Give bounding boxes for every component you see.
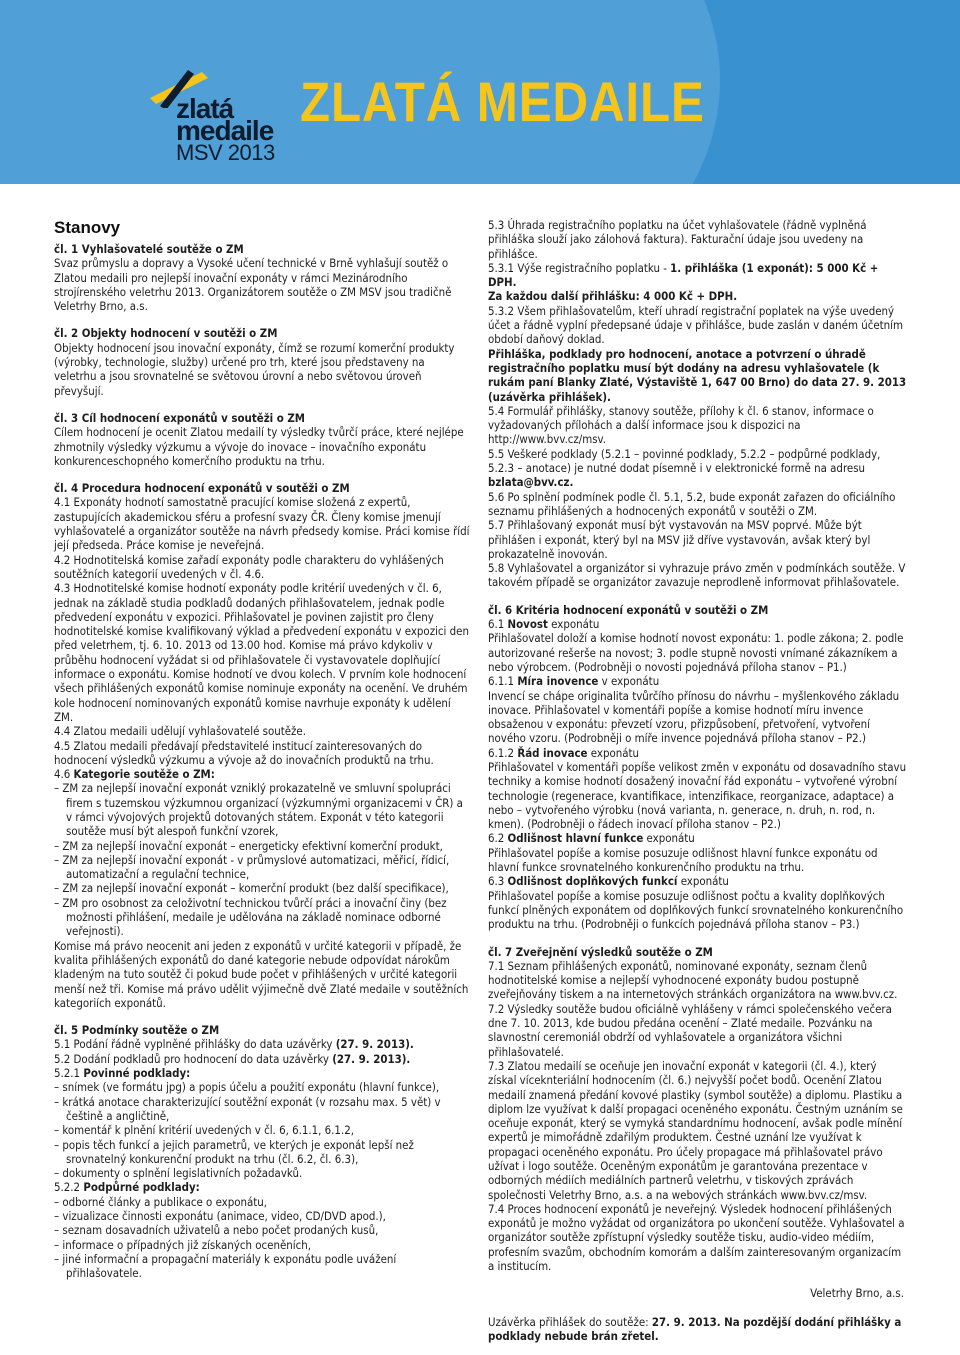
logo <box>150 68 290 168</box>
paragraph-6-1-1-title: Míra inovence <box>517 674 599 689</box>
paragraph-6-2-text: Přihlašovatel popíše a komise posuzuje odlišnost hlavní funkce exponátu od hlavní funkce srovnatelného konkurenčního produktu na trhu. <box>488 845 878 875</box>
fee-first: 1. přihláška (1 exponát): 5 000 Kč + DPH. <box>488 260 879 290</box>
paragraph-5-1-date: (27. 9. 2013). <box>335 1037 414 1052</box>
paragraph-6-1-2-text: Přihlašovatel v komentáři popíše velikost změn v exponátu od dosavadního stavu techniky a komise hodnotí dosažený inovační řád exponátu – vytvořené výrobní technologie (regenerace, kvantifikace, intenzifikace, reorganizace, adaptace) a nebo – vytvořeného výrobku (nová varianta, n. generace, n. druh, n. rod, n. kmen). (Podrobněji o řádech inovací příloha stanov – P2.) <box>488 759 907 832</box>
paragraph-5-7: 5.7 Přihlašovaný exponát musí být vystavován na MSV poprvé. Může být přihlášen i exponát, který byl na MSV již dříve vystavován, avšak který byl prokazatelně inovován. <box>488 518 871 561</box>
paragraph-5-2-2-title: Podpůrné podklady: <box>83 1180 200 1195</box>
paragraph-5-2 <box>54 1052 470 1066</box>
supporting-item: – odborné články a publikace o exponátu, <box>54 1194 268 1209</box>
paragraph-6-1-1-number: 6.1.1 <box>488 674 518 689</box>
paragraph-4-6-title: Kategorie soutěže o ZM: <box>73 767 215 782</box>
paragraph-6-2-head <box>488 831 908 845</box>
section-5 <box>54 1023 470 1280</box>
paragraph-4-5: 4.5 Zlatou medaili předávají představitelé institucí zainteresovaných do hodnocení výsledků výzkumu a vývoje až do inovačních produktů na trhu. <box>54 738 434 767</box>
right-column <box>488 218 908 1355</box>
paragraph-5-8: 5.8 Vyhlašovatel a organizátor si vyhrazuje právo změn v podmínkách soutěže. V takovém případě se organizátor zavazuje neprodleně informovat přihlašovatele. <box>488 561 906 590</box>
paragraph-4-4: 4.4 Zlatou medaili udělují vyhlašovatelé soutěže. <box>54 724 306 739</box>
paragraph-5-3-2: 5.3.2 Všem přihlašovatelům, kteří uhradí registrační poplatek na výše uvedený účet a řádně vyplní předepsané údaje v přihlášce, bude zaslán v daném účetním období daňový doklad. <box>488 303 903 347</box>
paragraph-6-3-text: Přihlašovatel popíše a komise posuzuje odlišnost počtu a kvality doplňkových funkcí plněných exponátem od doplňkových funkcí srovnatelného konkurenčního produktu na trhu. (Podrobněji o funkcích pojednává příloha stanov – P3.) <box>488 888 904 932</box>
paragraph-5-5 <box>488 447 908 490</box>
paragraph-6-1-suffix: exponátu <box>547 617 600 632</box>
category-item: – ZM za nejlepší inovační exponát – energeticky efektivní komerční produkt, <box>54 838 443 853</box>
category-item: – ZM za nejlepší inovační exponát vzniklý prokazatelně ve smluvní spolupráci firem s tuzemskou výzkumnou organizací (výzkumnými organizacemi v ČR) a v rámci vývojových projektů dotovaných státem. Exponát v této kategorii soutěže musí být alespoň funkční vzorek, <box>54 781 463 839</box>
mandatory-item: – krátká anotace charakterizující soutěžní exponát (v rozsahu max. 5 vět) v češtině a angličtině, <box>54 1094 441 1123</box>
section-2 <box>54 326 470 397</box>
paragraph-6-3-title: Odlišnost doplňkových funkcí <box>507 874 678 889</box>
mandatory-item: – snímek (ve formátu jpg) a popis účelu a použití exponátu (hlavní funkce), <box>54 1080 440 1095</box>
supporting-item: – seznam dosavadních uživatelů a nebo počet prodaných kusů, <box>54 1223 379 1238</box>
category-item: – ZM za nejlepší inovační exponát – komerční produkt (bez další specifikace), <box>54 881 449 896</box>
paragraph-4-2: 4.2 Hodnotitelská komise zařadí exponáty podle charakteru do vyhlášených soutěžních kategorií uvedených v čl. 4.6. <box>54 552 444 581</box>
paragraph-5-2-1-number: 5.2.1 <box>54 1066 84 1081</box>
paragraph-5-2-text: 5.2 Dodání podkladů pro hodnocení do data uzávěrky <box>54 1051 333 1066</box>
category-item: – ZM pro osobnost za celoživotní technickou tvůrčí práci a inovační činy (bez možnosti přihlášení, medaile je udělována na základě nominace odborné veřejnosti). <box>54 895 447 939</box>
paragraph-5-2-1 <box>54 1066 470 1080</box>
section-6 <box>488 603 908 932</box>
section-4 <box>54 481 470 1010</box>
paragraph-6-1-head <box>488 617 908 631</box>
section-4-closing: Komise má právo neocenit ani jeden z exponátů v určité kategorii v případě, že kvalita přihlášených exponátů do dané kategorie nebude odpovídat nárokům kladeným na tuto soutěž či pokud bude počet v přihlášených v určité kategorii menší než tři. Komise má právo udělit výjimečně dvě Zlaté medaile v soutěžních kategoriích exponátů. <box>54 938 469 1010</box>
paragraph-5-3-1 <box>488 261 908 290</box>
paragraph-6-3-suffix: exponátu <box>677 874 729 889</box>
category-item: – ZM za nejlepší inovační exponát - v průmyslové automatizaci, měřicí, řídicí, automatizační a regulační technice, <box>54 852 450 882</box>
paragraph-5-2-date: (27. 9. 2013). <box>332 1051 411 1066</box>
paragraph-6-2-title: Odlišnost hlavní funkce <box>507 831 644 846</box>
paragraph-7-3: 7.3 Zlatou medailí se oceňuje jen inovační exponát v kategorii (čl. 4.), který získal víceknteriální hodnocením (čl. 6.) nejvyšší počet bodů. Ocenění Zlatou medailí znamená předání kovové plastiky (symbol soutěže) a diplomu. Plastiku a diplom lze využívat k další propagaci oceněného exponátu. Čestným uznáním se oceňuje exponát, který se vymyká standardnímu hodnocení, avšak podle mínění expertů je mimořádně zdařilým produktem. Čestné uznání lze využívat k propagaci oceněného exponátu. Pro účely propagace má přihlašovatel právo užívat i logo soutěže. Oceněným exponátům je garantována prezentace v odborných médiích mediálních partnerů veletrhu, v tiskových zprávách společnosti Veletrhy Brno, a.s. a na webových stránkách www.bvv.cz/msv. <box>488 1058 903 1202</box>
paragraph-6-1-1-suffix: v exponátu <box>598 674 660 689</box>
supporting-item: – jiné informační a propagační materiály k exponátu podle uvážení přihlašovatele. <box>54 1251 397 1281</box>
fee-additional: Za každou další přihlášku: 4 000 Kč + DPH. <box>488 289 738 304</box>
section-4-title: čl. 4 Procedura hodnocení exponátů v soutěži o ZM <box>54 481 350 496</box>
paragraph-4-3: 4.3 Hodnotitelské komise hodnotí exponáty podle kritérií uvedených v čl. 6, jednak na základě studia podkladů dodaných přihlašovatelem, jednak podle předvedení exponátu v expozici. Přihlašovatel je povinen zajistit pro členy hodnotitelské komise kvalifikovaný výklad a předvedení exponátu v expozici den před veletrhem, tj. 6. 10. 2013 od 13.00 hod. Komise má právo kdykoliv v průběhu hodnocení vyžádat si od přihlašovatele či vystavovatele doplňující informace o exponátu. Komise hodnotí ve dvou kolech. V prvním kole hodnocení všech přihlášených exponátů komise nominuje exponáty na ocenění. Ve druhém kole hodnocení nominovaných exponátů komise navrhuje exponáty k udělení ZM. <box>54 581 469 724</box>
paragraph-6-1-text: Přihlašovatel doloží a komise hodnotí novost exponátu: 1. podle zákona; 2. podle autorizované rešerše na novost; 3. podle stupně novosti vnímané zákazníkem a nebo výrobcem. (Podrobněji o novosti pojednává příloha stanov – P1.) <box>488 631 904 674</box>
section-3 <box>54 411 470 468</box>
paragraph-5-6: 5.6 Po splnění podmínek podle čl. 5.1, 5.2, bude exponát zařazen do oficiálního seznamu přihlášených a hodnocených exponátů v soutěži o ZM. <box>488 489 896 518</box>
mandatory-item: – popis těch funkcí a jejich parametrů, ve kterých je exponát lepší než srovnatelný konkurenční produkt na trhu (čl. 6.2, čl. 6.3), <box>54 1137 414 1166</box>
logo-line-2: medaile <box>176 115 274 146</box>
paragraph-7-1: 7.1 Seznam přihlášených exponátů, nominované exponáty, seznam členů hodnotitelské komise a nejlepší vyhodnocené exponáty budou postupně zveřejňovány tiskem a na internetových stránkách organizátora na www.bvv.cz. <box>488 958 898 1002</box>
section-1 <box>54 242 470 313</box>
paragraph-4-1: 4.1 Exponáty hodnotí samostatně pracující komise složená z expertů, zastupujících akademickou sféru a profesní svazy ČR. Členy komise jmenují vyhlašovatelé a organizátor soutěže na návrh předsedy komise. Práci komise řídí její předseda. Práce komise je neveřejná. <box>54 495 470 553</box>
section-6-title: čl. 6 Kritéria hodnocení exponátů v soutěži o ZM <box>488 602 769 617</box>
mandatory-item: – komentář k plnění kritérií uvedených v čl. 6, 6.1.1, 6.1.2, <box>54 1123 354 1138</box>
section-3-text: Cílem hodnocení je ocenit Zlatou medailí ty výsledky tvůrčí práce, které nejlépe zhmotnily výsledky výzkumu a vývoje do inovace – inovačního exponátu konkurenceschopného komerčního produktu na trhu. <box>54 425 464 468</box>
document-heading: Stanovy <box>54 218 121 237</box>
paragraph-6-2-suffix: exponátu <box>643 831 695 846</box>
left-column <box>54 218 470 1293</box>
section-7 <box>488 945 908 1274</box>
section-5-title: čl. 5 Podmínky soutěže o ZM <box>54 1023 220 1038</box>
section-2-text: Objekty hodnocení jsou inovační exponáty, čímž se rozumí komerční produkty (výrobky, technologie, služby) určené pro trh, které jsou představeny na veletrhu a jsou srovnatelné se světovou úrovní a nebo světovou úroveň převyšují. <box>54 340 455 398</box>
section-7-title: čl. 7 Zveřejnění výsledků soutěže o ZM <box>488 944 713 959</box>
section-1-title: čl. 1 Vyhlašovatelé soutěže o ZM <box>54 242 244 256</box>
deadline-note <box>488 1315 908 1344</box>
paragraph-6-2-number: 6.2 <box>488 831 508 846</box>
paragraph-5-2-1-title: Povinné podklady: <box>83 1066 191 1081</box>
paragraph-5-3-1-text: 5.3.1 Výše registračního poplatku - <box>488 260 671 275</box>
paragraph-7-4: 7.4 Proces hodnocení exponátů je neveřejný. Výsledek hodnocení přihlášených exponátů je možno vyžádat od organizátora po ukončení soutěže. Vyhlašovatel a organizátor soutěže zpřístupní výsledky soutěže tisku, audio-video médiím, profesním svazům, obchodním komorám a dalším zainteresovaným organizacím a institucím. <box>488 1201 905 1274</box>
paragraph-5-1 <box>54 1037 470 1051</box>
submission-address: Přihláška, podklady pro hodnocení, anotace a potvrzení o úhradě registračního poplatku musí být dodány na adresu vyhlašovatele (k rukám paní Blanky Zlaté, Výstaviště 1, 647 00 Brno) do data 27. 9. 2013 (uzávěrka přihlášek). <box>488 346 907 404</box>
paragraph-6-3-head <box>488 874 908 888</box>
paragraph-4-6-number: 4.6 <box>54 767 74 782</box>
section-2-title: čl. 2 Objekty hodnocení v soutěži o ZM <box>54 326 278 341</box>
deadline-label: Uzávěrka přihlášek do soutěže: <box>488 1314 652 1329</box>
header-banner <box>0 0 960 184</box>
paragraph-7-2: 7.2 Výsledky soutěže budou oficiálně vyhlášeny v rámci společenského večera dne 7. 10. 2013, kde budou předána ocenění – Zlaté medaile. Pozvánku na slavnostní ceremoniál obdrží od vyhlašovatele a organizátora všichni přihlašovatelé. <box>488 1001 892 1059</box>
paragraph-5-2-2-number: 5.2.2 <box>54 1180 84 1195</box>
page-title: ZLATÁ MEDAILE <box>300 70 705 133</box>
paragraph-6-1-number: 6.1 <box>488 617 508 632</box>
paragraph-5-3: 5.3 Úhrada registračního poplatku na účet vyhlašovatele (řádně vyplněná přihláška slouží jako zálohová faktura). Fakturační údaje jsou uvedeny na přihlášce. <box>488 218 867 261</box>
paragraph-5-2-2 <box>54 1180 470 1194</box>
paragraph-6-1-1-text: Invencí se chápe originalita tvůrčího přínosu do návrhu – myšlenkového základu inovace. Přihlašovatel v komentáři popíše a komise hodnotí míru invence obsaženou v exponátu: převzetí vzoru, přizpůsobení, přetvoření, vytvoření nového vzoru. (Podrobněji o míře invence pojednává příloha stanov – P2.) <box>488 688 900 746</box>
deadline-date: 27. 9. 2013. Na pozdější dodání přihlášky a podklady nebude brán zřetel. <box>488 1314 902 1343</box>
paragraph-6-1-2-suffix: exponátu <box>587 745 640 760</box>
supporting-item: – informace o případných již získaných oceněních, <box>54 1237 311 1252</box>
paragraph-6-1-2-title: Řád inovace <box>517 745 588 760</box>
logo-line-1: zlatá <box>176 93 234 124</box>
section-5-continued <box>488 218 908 590</box>
mandatory-item: – dokumenty o splnění legislativních požadavků. <box>54 1166 303 1181</box>
section-3-title: čl. 3 Cíl hodnocení exponátů v soutěži o ZM <box>54 410 305 425</box>
signature: Veletrhy Brno, a.s. <box>810 1286 904 1301</box>
paragraph-6-1-title: Novost <box>507 617 548 632</box>
paragraph-6-1-2-number: 6.1.2 <box>488 745 518 760</box>
paragraph-5-4: 5.4 Formulář přihlášky, stanovy soutěže, přílohy k čl. 6 stanov, informace o vyžadovaných přílohách a další informace jsou k dispozici na http://www.bvv.cz/msv. <box>488 403 874 447</box>
contact-email: bzlata@bvv.cz. <box>488 475 574 490</box>
paragraph-6-1-2-head <box>488 746 908 760</box>
paragraph-5-5-text: 5.5 Veškeré podklady (5.2.1 – povinné podklady, 5.2.2 – podpůrné podklady, 5.2.3 – anotace) je nutné dodat písemně i v elektronické formě na adresu <box>488 446 881 476</box>
paragraph-5-1-text: 5.1 Podání řádně vyplněné přihlášky do data uzávěrky <box>54 1037 336 1052</box>
logo-line-3: MSV 2013 <box>176 140 275 165</box>
paragraph-6-3-number: 6.3 <box>488 874 508 889</box>
paragraph-6-1-1-head <box>488 674 908 688</box>
supporting-item: – vizualizace činnosti exponátu (animace, video, CD/DVD apod.), <box>54 1209 386 1223</box>
paragraph-4-6 <box>54 767 470 781</box>
section-1-text: Svaz průmyslu a dopravy a Vysoké učení technické v Brně vyhlašují soutěž o Zlatou medaili pro nejlepší inovační exponáty v rámci Mezinárodního strojírenského veletrhu 2013. Organizátorem soutěže o ZM MSV jsou tradičně Veletrhy Brno, a.s. <box>54 256 452 314</box>
